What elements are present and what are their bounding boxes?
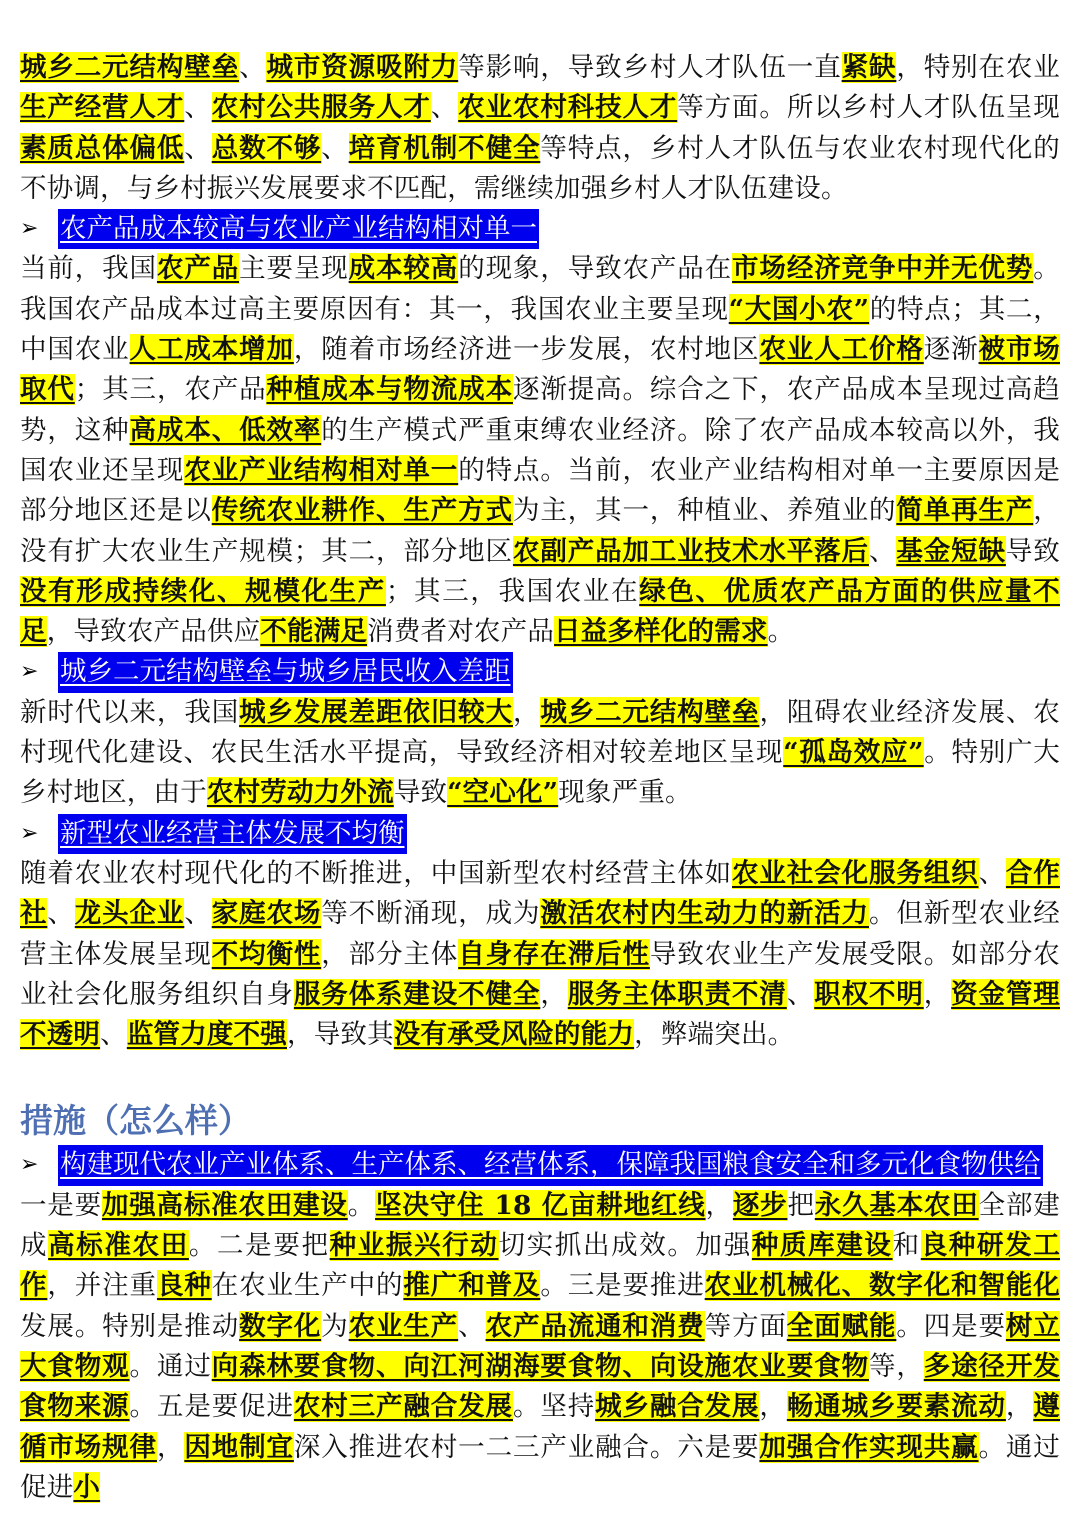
text-run: 等，	[868, 1350, 924, 1382]
text-run: 发展。特别是推动	[20, 1310, 240, 1342]
text-run: 新时代以来，我国	[20, 696, 240, 728]
highlighted-phrase: 小	[73, 1471, 101, 1503]
text-run: 等特点，乡村人才队伍与农业农村现代化的不协调，与乡村振兴发展要求不匹配，需继续加强乡村人才队伍建设。	[20, 132, 1060, 204]
highlighted-phrase: 种业振兴行动	[329, 1230, 499, 1262]
subheading	[20, 814, 1060, 854]
highlighted-phrase: 服务体系建设不健全	[293, 978, 541, 1010]
highlighted-phrase: 激活农村内生动力的新活力	[540, 898, 869, 930]
highlighted-phrase: 自身存在滞后性	[458, 938, 650, 970]
highlighted-phrase: 推广和普及	[403, 1270, 541, 1302]
highlighted-phrase: 基金短缺	[896, 535, 1006, 567]
text-run: 消费者对农产品	[367, 616, 555, 648]
highlighted-phrase: 加强高标准农田建设	[101, 1189, 348, 1221]
highlighted-phrase: 良种	[156, 1270, 212, 1302]
highlighted-phrase: 坚决守住 18 亿亩耕地红线	[375, 1189, 706, 1221]
highlighted-phrase: “孤岛效应”	[783, 737, 924, 769]
text-run: ，	[156, 1431, 185, 1463]
highlighted-phrase: 永久基本农田	[814, 1189, 979, 1221]
highlighted-phrase: 城乡二元结构壁垒	[20, 52, 240, 83]
text-run: 一是要	[20, 1189, 102, 1221]
highlighted-phrase: 加强合作实现共赢	[759, 1431, 979, 1463]
highlighted-phrase: 农业生产	[348, 1310, 459, 1342]
text-run: 。四是要	[896, 1310, 1006, 1342]
text-run: ，没有扩大农业生产规模；其二，部分地区	[20, 495, 1060, 567]
text-run: 、	[100, 1019, 127, 1051]
highlighted-phrase: 日益多样化的需求	[554, 616, 768, 648]
text-run: 等不断涌现，成为	[321, 898, 541, 930]
highlighted-phrase: 农业农村科技人才	[458, 92, 678, 124]
text-run: 。五是要促进	[129, 1391, 294, 1423]
highlighted-phrase: 农业社会化服务组织	[732, 857, 979, 889]
text-run: ，并注重	[47, 1270, 157, 1302]
text-run: 、	[430, 92, 459, 124]
highlighted-phrase: 总数不够	[211, 132, 322, 164]
highlighted-phrase: 家庭农场	[211, 898, 322, 930]
highlighted-phrase: 多途径开发食物来源	[20, 1350, 1060, 1423]
text-run: 现象严重。	[558, 777, 692, 809]
text-run: 。	[767, 616, 795, 648]
highlighted-phrase: 良种研发工作	[20, 1230, 1061, 1302]
text-run: 、	[239, 52, 267, 83]
subheading-text: 城乡二元结构壁垒与城乡居民收入差距	[58, 652, 513, 692]
highlighted-phrase: 合作社	[20, 857, 1060, 930]
text-run: 。二是要把	[188, 1230, 330, 1262]
text-run: 、	[184, 92, 212, 124]
highlighted-phrase: 简单再生产	[896, 495, 1034, 527]
text-run: 的特点；其二，中国农业	[20, 293, 1061, 366]
highlighted-phrase: 全面赋能	[786, 1310, 897, 1342]
text-run: 。我国农产品成本过高主要原因有：其一，我国农业主要呈现	[20, 253, 1060, 325]
highlighted-phrase: 逐步	[732, 1189, 788, 1221]
text-run: ，导致其	[287, 1019, 394, 1051]
text-run: 的现象，导致农产品在	[458, 253, 733, 285]
subheading-text: 构建现代农业产业体系、生产体系、经营体系，保障我国粮食安全和多元化食物供给	[58, 1145, 1043, 1185]
highlighted-phrase: 市场经济竞争中并无优势	[732, 253, 1034, 285]
text-run: 、	[184, 132, 212, 164]
text-run: 的特点。当前，农业产业结构相对单一主要原因是部分地区还是以	[20, 454, 1061, 527]
text-run: 。	[347, 1189, 376, 1221]
text-run: 、	[868, 535, 897, 567]
highlighted-phrase: 农村三产融合发展	[293, 1391, 513, 1423]
subheading	[20, 209, 1060, 249]
text-run: 。通过促进	[20, 1431, 1061, 1503]
text-run: 、	[184, 898, 212, 930]
text-run: 。特别广大乡村地区，由于	[20, 737, 1061, 809]
body-paragraph	[20, 693, 1060, 814]
subheading	[20, 1145, 1060, 1185]
section-title: 措施（怎么样）	[20, 1101, 251, 1141]
highlighted-phrase: 不能满足	[260, 616, 368, 648]
text-run: ，部分主体	[321, 938, 459, 970]
highlighted-phrase: “大国小农”	[728, 293, 870, 325]
text-run: ，	[759, 1391, 787, 1423]
body-paragraph	[20, 854, 1060, 1055]
body-paragraph	[20, 249, 1060, 652]
text-run: 逐渐提高。综合之下，农产品成本呈现过高趋势，这种	[20, 374, 1060, 446]
highlighted-phrase: 向森林要食物、向江河湖海要食物、向设施农业要食物	[211, 1350, 869, 1382]
highlighted-phrase: 城市资源吸附力	[266, 52, 459, 83]
text-run: 导致农业生产发展受限。如部分农业社会化服务组织自身	[20, 938, 1060, 1010]
text-run: 全部建成	[20, 1189, 1060, 1262]
highlighted-phrase: 农副产品加工业技术水平落后	[512, 535, 869, 567]
highlighted-phrase: 农业产业结构相对单一	[184, 454, 459, 486]
highlighted-phrase: 农产品	[156, 253, 240, 285]
arrow-bullet-icon: ➢	[20, 216, 39, 242]
text-run: 当前，我国	[20, 253, 157, 285]
highlighted-phrase: 服务主体职责不清	[567, 978, 787, 1010]
highlighted-phrase: 城乡二元结构壁垒	[540, 696, 760, 728]
highlighted-phrase: 传统农业耕作、生产方式	[211, 495, 513, 527]
highlighted-phrase: 龙头企业	[74, 898, 185, 930]
highlighted-phrase: 城乡融合发展	[595, 1391, 760, 1423]
text-run: ，弊端突出。	[634, 1019, 795, 1051]
text-run: ，特别在农业	[896, 52, 1061, 83]
highlighted-phrase: 数字化	[239, 1310, 322, 1342]
highlighted-phrase: 素质总体偏低	[20, 132, 185, 164]
highlighted-phrase: 农业机械化、数字化和智能化	[704, 1270, 1060, 1302]
highlighted-phrase: 农村劳动力外流	[206, 777, 394, 809]
body-paragraph	[20, 1186, 1060, 1508]
highlighted-phrase: 种质库建设	[751, 1230, 893, 1262]
text-run: 。通过	[129, 1350, 212, 1382]
body-paragraph	[20, 48, 1060, 209]
subheading-text: 新型农业经营主体发展不均衡	[58, 814, 407, 854]
text-run: ，导致农产品供应	[46, 616, 261, 648]
highlighted-phrase: 树立大食物观	[20, 1310, 1060, 1382]
text-run: 、	[458, 1310, 486, 1342]
text-run: 导致	[393, 777, 448, 809]
text-run: 导致	[1005, 535, 1060, 567]
subheading-text: 农产品成本较高与农业产业结构相对单一	[58, 209, 539, 249]
text-run: 和	[892, 1230, 921, 1262]
text-run: 主要呈现	[239, 253, 349, 285]
text-run: 为主，其一，种植业、养殖业的	[512, 495, 897, 527]
text-run: 深入推进农村一二三产业融合。六是要	[293, 1431, 760, 1463]
text-run: 。坚持	[512, 1391, 596, 1423]
highlighted-phrase: 因地制宜	[184, 1431, 294, 1463]
highlighted-phrase: 职权不明	[814, 978, 924, 1010]
text-run: ；其三，我国农业在	[385, 575, 640, 607]
arrow-bullet-icon: ➢	[20, 659, 39, 685]
text-run: 等方面。所以乡村人才队伍呈现	[677, 92, 1060, 124]
text-run: 切实抓出成效。加强	[498, 1230, 752, 1262]
text-run: 等方面	[704, 1310, 787, 1342]
highlighted-phrase: 畅通城乡要素流动	[786, 1391, 1006, 1423]
text-run: ，	[1005, 1391, 1034, 1423]
highlighted-phrase: 农产品流通和消费	[485, 1310, 705, 1342]
highlighted-phrase: 农村公共服务人才	[211, 92, 431, 124]
text-run: 、	[321, 132, 349, 164]
text-run: ，	[923, 978, 952, 1010]
arrow-bullet-icon: ➢	[20, 1152, 39, 1178]
text-run: ；其三，农产品	[74, 374, 267, 406]
highlighted-phrase: 遵循市场规律	[20, 1391, 1060, 1463]
text-run: 在农业生产中的	[211, 1270, 404, 1302]
highlighted-phrase: 成本较高	[348, 253, 459, 285]
highlighted-phrase: 没有承受风险的能力	[393, 1019, 635, 1051]
text-run: ，	[705, 1189, 733, 1221]
text-run: 把	[787, 1189, 815, 1221]
highlighted-phrase: 人工成本增加	[129, 334, 294, 366]
subheading	[20, 652, 1060, 692]
highlighted-phrase: 紧缺	[841, 52, 897, 83]
highlighted-phrase: 培育机制不健全	[348, 132, 541, 164]
highlighted-phrase: 被市场取代	[20, 334, 1060, 406]
highlighted-phrase: 绿色、优质农产品方面的供应量不足	[20, 575, 1060, 648]
text-run: 、	[47, 898, 75, 930]
text-run: 等影响，导致乡村人才队伍一直	[458, 52, 842, 83]
highlighted-phrase: “空心化”	[447, 777, 559, 809]
text-run: 的生产模式严重束缚农业经济。除了农产品成本较高以外，我国农业还呈现	[20, 414, 1060, 486]
highlighted-phrase: 农业人工价格	[759, 334, 924, 366]
highlighted-phrase: 监管力度不强	[126, 1019, 288, 1051]
text-run: 。但新型农业经营主体发展呈现	[20, 898, 1060, 970]
highlighted-phrase: 生产经营人才	[20, 92, 185, 124]
highlighted-phrase: 高标准农田	[48, 1230, 189, 1262]
text-run: ，阻碍农业经济发展、农村现代化建设、农民生活水平提高，导致经济相对较差地区呈现	[20, 696, 1060, 769]
highlighted-phrase: 城乡发展差距依旧较大	[239, 696, 513, 728]
text-run: 为	[321, 1310, 349, 1342]
arrow-bullet-icon: ➢	[20, 820, 39, 846]
text-run: 、	[978, 857, 1006, 889]
highlighted-phrase: 没有形成持续化、规模化生产	[20, 575, 386, 607]
text-run: 、	[786, 978, 815, 1010]
text-run: ，	[540, 978, 568, 1010]
highlighted-phrase: 资金管理不透明	[20, 978, 1060, 1051]
text-run: ，	[512, 696, 541, 728]
text-run: 随着农业农村现代化的不断推进，中国新型农村经营主体如	[20, 857, 733, 889]
text-run: 逐渐	[923, 334, 979, 366]
text-run: 。三是要推进	[540, 1270, 705, 1302]
highlighted-phrase: 不均衡性	[211, 938, 322, 970]
highlighted-phrase: 种植成本与物流成本	[266, 374, 513, 406]
text-run: ，随着市场经济进一步发展，农村地区	[293, 334, 760, 366]
highlighted-phrase: 高成本、低效率	[129, 414, 322, 446]
